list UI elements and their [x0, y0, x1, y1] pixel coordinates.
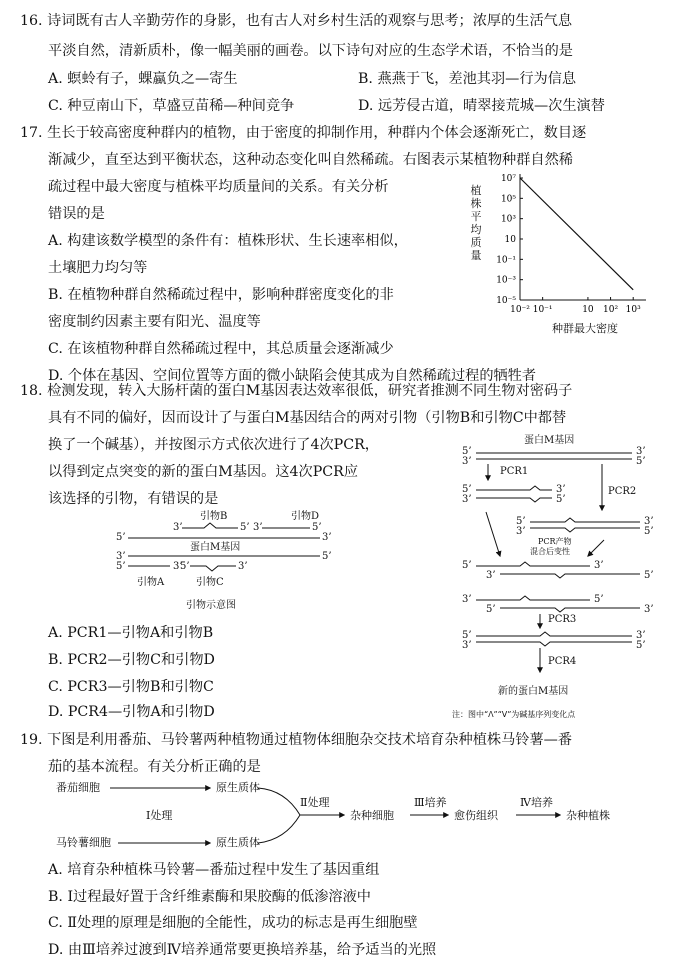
end-label: 3’	[636, 446, 646, 457]
y-tick-label: 10	[504, 235, 516, 245]
q16-option-c: C. 种豆南山下，草盛豆苗稀—种间竞争	[48, 98, 295, 114]
end-label: 5’	[312, 522, 322, 533]
pcr-note: 注：图中“ᐱ”“ᐯ”为碱基序列变化点	[452, 710, 576, 719]
q17-option-b-line2: 密度制约因素主要有阳光、温度等	[48, 314, 261, 330]
q19-option-d: D. 由Ⅲ培养过渡到Ⅳ培养通常要更换培养基，给予适当的光照	[48, 942, 437, 958]
flow-tomato-cell: 番茄细胞	[56, 781, 100, 794]
flow-protoplast-2: 原生质体	[216, 836, 260, 849]
primer-gene-label: 蛋白M基因	[190, 542, 241, 553]
end-label: 3’	[556, 484, 566, 495]
end-label: 5’	[486, 604, 496, 615]
chart-y-axis-label: 植株平均质量	[470, 184, 482, 262]
flow-step-2: Ⅱ处理	[300, 796, 330, 809]
q19-option-c: C. Ⅱ处理的原理是细胞的全能性，成功的标志是再生细胞壁	[48, 915, 418, 931]
end-label: 5’	[462, 484, 472, 495]
end-label: 3’	[594, 560, 604, 571]
end-label: 3’	[462, 594, 472, 605]
end-label: 3’	[253, 522, 263, 533]
y-tick-label: 10⁷	[500, 174, 516, 184]
end-label: 5’	[180, 561, 190, 572]
q16-option-a: A. 螟蛉有子，蜾蠃负之—寄生	[48, 71, 238, 87]
end-label: 3’	[462, 456, 472, 467]
end-label: 5’	[516, 516, 526, 527]
q17-option-c: C. 在该植物种群自然稀疏过程中，其总质量会逐渐减少	[48, 341, 394, 357]
end-label: 5’	[462, 560, 472, 571]
q19-stem-line1: 19. 下图是利用番茄、马铃薯两种植物通过植物体细胞杂交技术培育杂种植株马铃薯—番	[20, 732, 573, 748]
end-label: 3’	[116, 551, 126, 562]
primer-b-label: 引物B	[200, 511, 228, 522]
end-label: 3’	[173, 522, 183, 533]
x-tick-label: 10⁻²	[510, 305, 530, 315]
q17-stem-line3: 疏过程中最大密度与植株平均质量间的关系。有关分析	[48, 179, 389, 195]
end-label: 5’	[594, 594, 604, 605]
y-tick-label: 10⁵	[500, 194, 516, 205]
q18-stem-line1: 18. 检测发现，转入大肠杆菌的蛋白M基因表达效率很低，研究者推测不同生物对密码子	[20, 383, 573, 399]
end-label: 5’	[636, 456, 646, 467]
x-tick-label: 10²	[603, 305, 619, 315]
end-label: 3’	[173, 561, 183, 572]
q16-stem-line2: 平淡自然，清新质朴，像一幅美丽的画卷。以下诗句对应的生态学术语，不恰当的是	[48, 43, 573, 59]
y-tick-label: 10³	[500, 214, 516, 225]
pcr2-label: PCR2	[608, 486, 637, 497]
q18-option-d: D. PCR4—引物A和引物D	[48, 704, 215, 720]
end-label: 3’	[238, 561, 248, 572]
end-label: 5’	[556, 494, 566, 505]
q18-stem-line4: 以得到定点突变的新的蛋白M基因。这4次PCR应	[48, 464, 359, 480]
q17-option-a-line1: A. 构建该数学模型的条件有：植株形状、生长速率相似，	[48, 233, 408, 249]
y-tick-label: 10⁻³	[496, 275, 516, 286]
end-label: 5’	[644, 570, 654, 581]
pcr-result-label: 新的蛋白M基因	[498, 686, 569, 697]
end-label: 3’	[462, 640, 472, 651]
q16-stem-line1: 16. 诗词既有古人辛勤劳作的身影，也有古人对乡村生活的观察与思考；浓厚的生活气息	[20, 13, 573, 29]
q18-stem-line5: 该选择的引物，有错误的是	[48, 491, 219, 507]
pcr4-label: PCR4	[548, 656, 577, 667]
primer-caption: 引物示意图	[186, 600, 236, 611]
end-label: 5’	[240, 522, 250, 533]
flow-callus: 愈伤组织	[454, 809, 498, 822]
q18-stem-line3: 换了一个碱基），并按图示方式依次进行了4次PCR，	[48, 437, 379, 453]
q19-stem-line2: 茄的基本流程。有关分析正确的是	[48, 759, 261, 775]
end-label: 5’	[644, 526, 654, 537]
flow-step-4: Ⅳ培养	[520, 796, 553, 809]
q17-option-a-line2: 土壤肥力均匀等	[48, 260, 148, 276]
q18-option-c: C. PCR3—引物B和引物C	[48, 679, 214, 695]
flow-potato-cell: 马铃薯细胞	[56, 836, 111, 849]
pcr-mix-label2: 混合后变性	[530, 547, 570, 556]
q17-option-d: D. 个体在基因、空间位置等方面的微小缺陷会使其成为自然稀疏过程的牺牲者	[48, 368, 537, 384]
end-label: 3’	[636, 630, 646, 641]
primer-c-label: 引物C	[196, 577, 224, 588]
thinning-line	[520, 178, 633, 290]
end-label: 3’	[516, 526, 526, 537]
end-label: 5’	[462, 446, 472, 457]
chart-x-axis-label: 种群最大密度	[552, 322, 618, 335]
end-label: 5’	[116, 532, 126, 543]
x-tick-label: 10⁻¹	[532, 305, 553, 315]
q17-stem-line1: 17. 生长于较高密度种群内的植物，由于密度的抑制作用，种群内个体会逐渐死亡，数目逐	[20, 125, 587, 141]
flow-hybrid-cell: 杂种细胞	[350, 809, 394, 822]
flow-step-1: Ⅰ处理	[146, 809, 173, 822]
end-label: 3’	[644, 604, 654, 615]
end-label: 5’	[116, 561, 126, 572]
q18-stem-line2: 具有不同的偏好，因而设计了与蛋白M基因结合的两对引物（引物B和引物C中都替	[48, 410, 567, 426]
x-tick-label: 10³	[625, 305, 641, 315]
x-tick-label: 10	[582, 305, 594, 315]
end-label: 5’	[322, 551, 332, 562]
end-label: 3’	[322, 532, 332, 543]
pcr3-label: PCR3	[548, 614, 577, 625]
q17-option-b-line1: B. 在植物种群自然稀疏过程中，影响种群密度变化的非	[48, 287, 394, 303]
q18-option-a: A. PCR1—引物A和引物B	[48, 625, 214, 641]
q17-stem-line4: 错误的是	[48, 206, 105, 222]
q19-option-a: A. 培育杂种植株马铃薯—番茄过程中发生了基因重组	[48, 862, 380, 878]
flow-hybrid-plant: 杂种植株	[566, 809, 610, 822]
q17-stem-line2: 渐减少，直至达到平衡状态，这种动态变化叫自然稀疏。右图表示某植物种群自然稀	[48, 152, 573, 168]
end-label: 5’	[636, 640, 646, 651]
end-label: 5’	[462, 630, 472, 641]
pcr1-label: PCR1	[500, 466, 529, 477]
y-tick-label: 10⁻⁵	[496, 296, 516, 306]
end-label: 3’	[462, 494, 472, 505]
primer-d-label: 引物D	[291, 511, 320, 522]
q19-option-b: B. Ⅰ过程最好置于含纤维素酶和果胶酶的低渗溶液中	[48, 889, 371, 905]
q16-option-d: D. 远芳侵古道，晴翠接荒城—次生演替	[358, 98, 605, 114]
y-tick-label: 10⁻¹	[496, 255, 516, 266]
pcr-mix-label1: PCR产物	[538, 537, 572, 546]
end-label: 3’	[486, 570, 496, 581]
flow-protoplast-1: 原生质体	[216, 781, 260, 794]
q16-option-b: B. 燕燕于飞，差池其羽—行为信息	[358, 71, 577, 87]
q18-option-b: B. PCR2—引物C和引物D	[48, 652, 215, 668]
end-label: 3’	[644, 516, 654, 527]
flow-step-3: Ⅲ培养	[414, 796, 447, 809]
primer-a-label: 引物A	[137, 577, 165, 588]
pcr-gene-label: 蛋白M基因	[524, 435, 575, 446]
